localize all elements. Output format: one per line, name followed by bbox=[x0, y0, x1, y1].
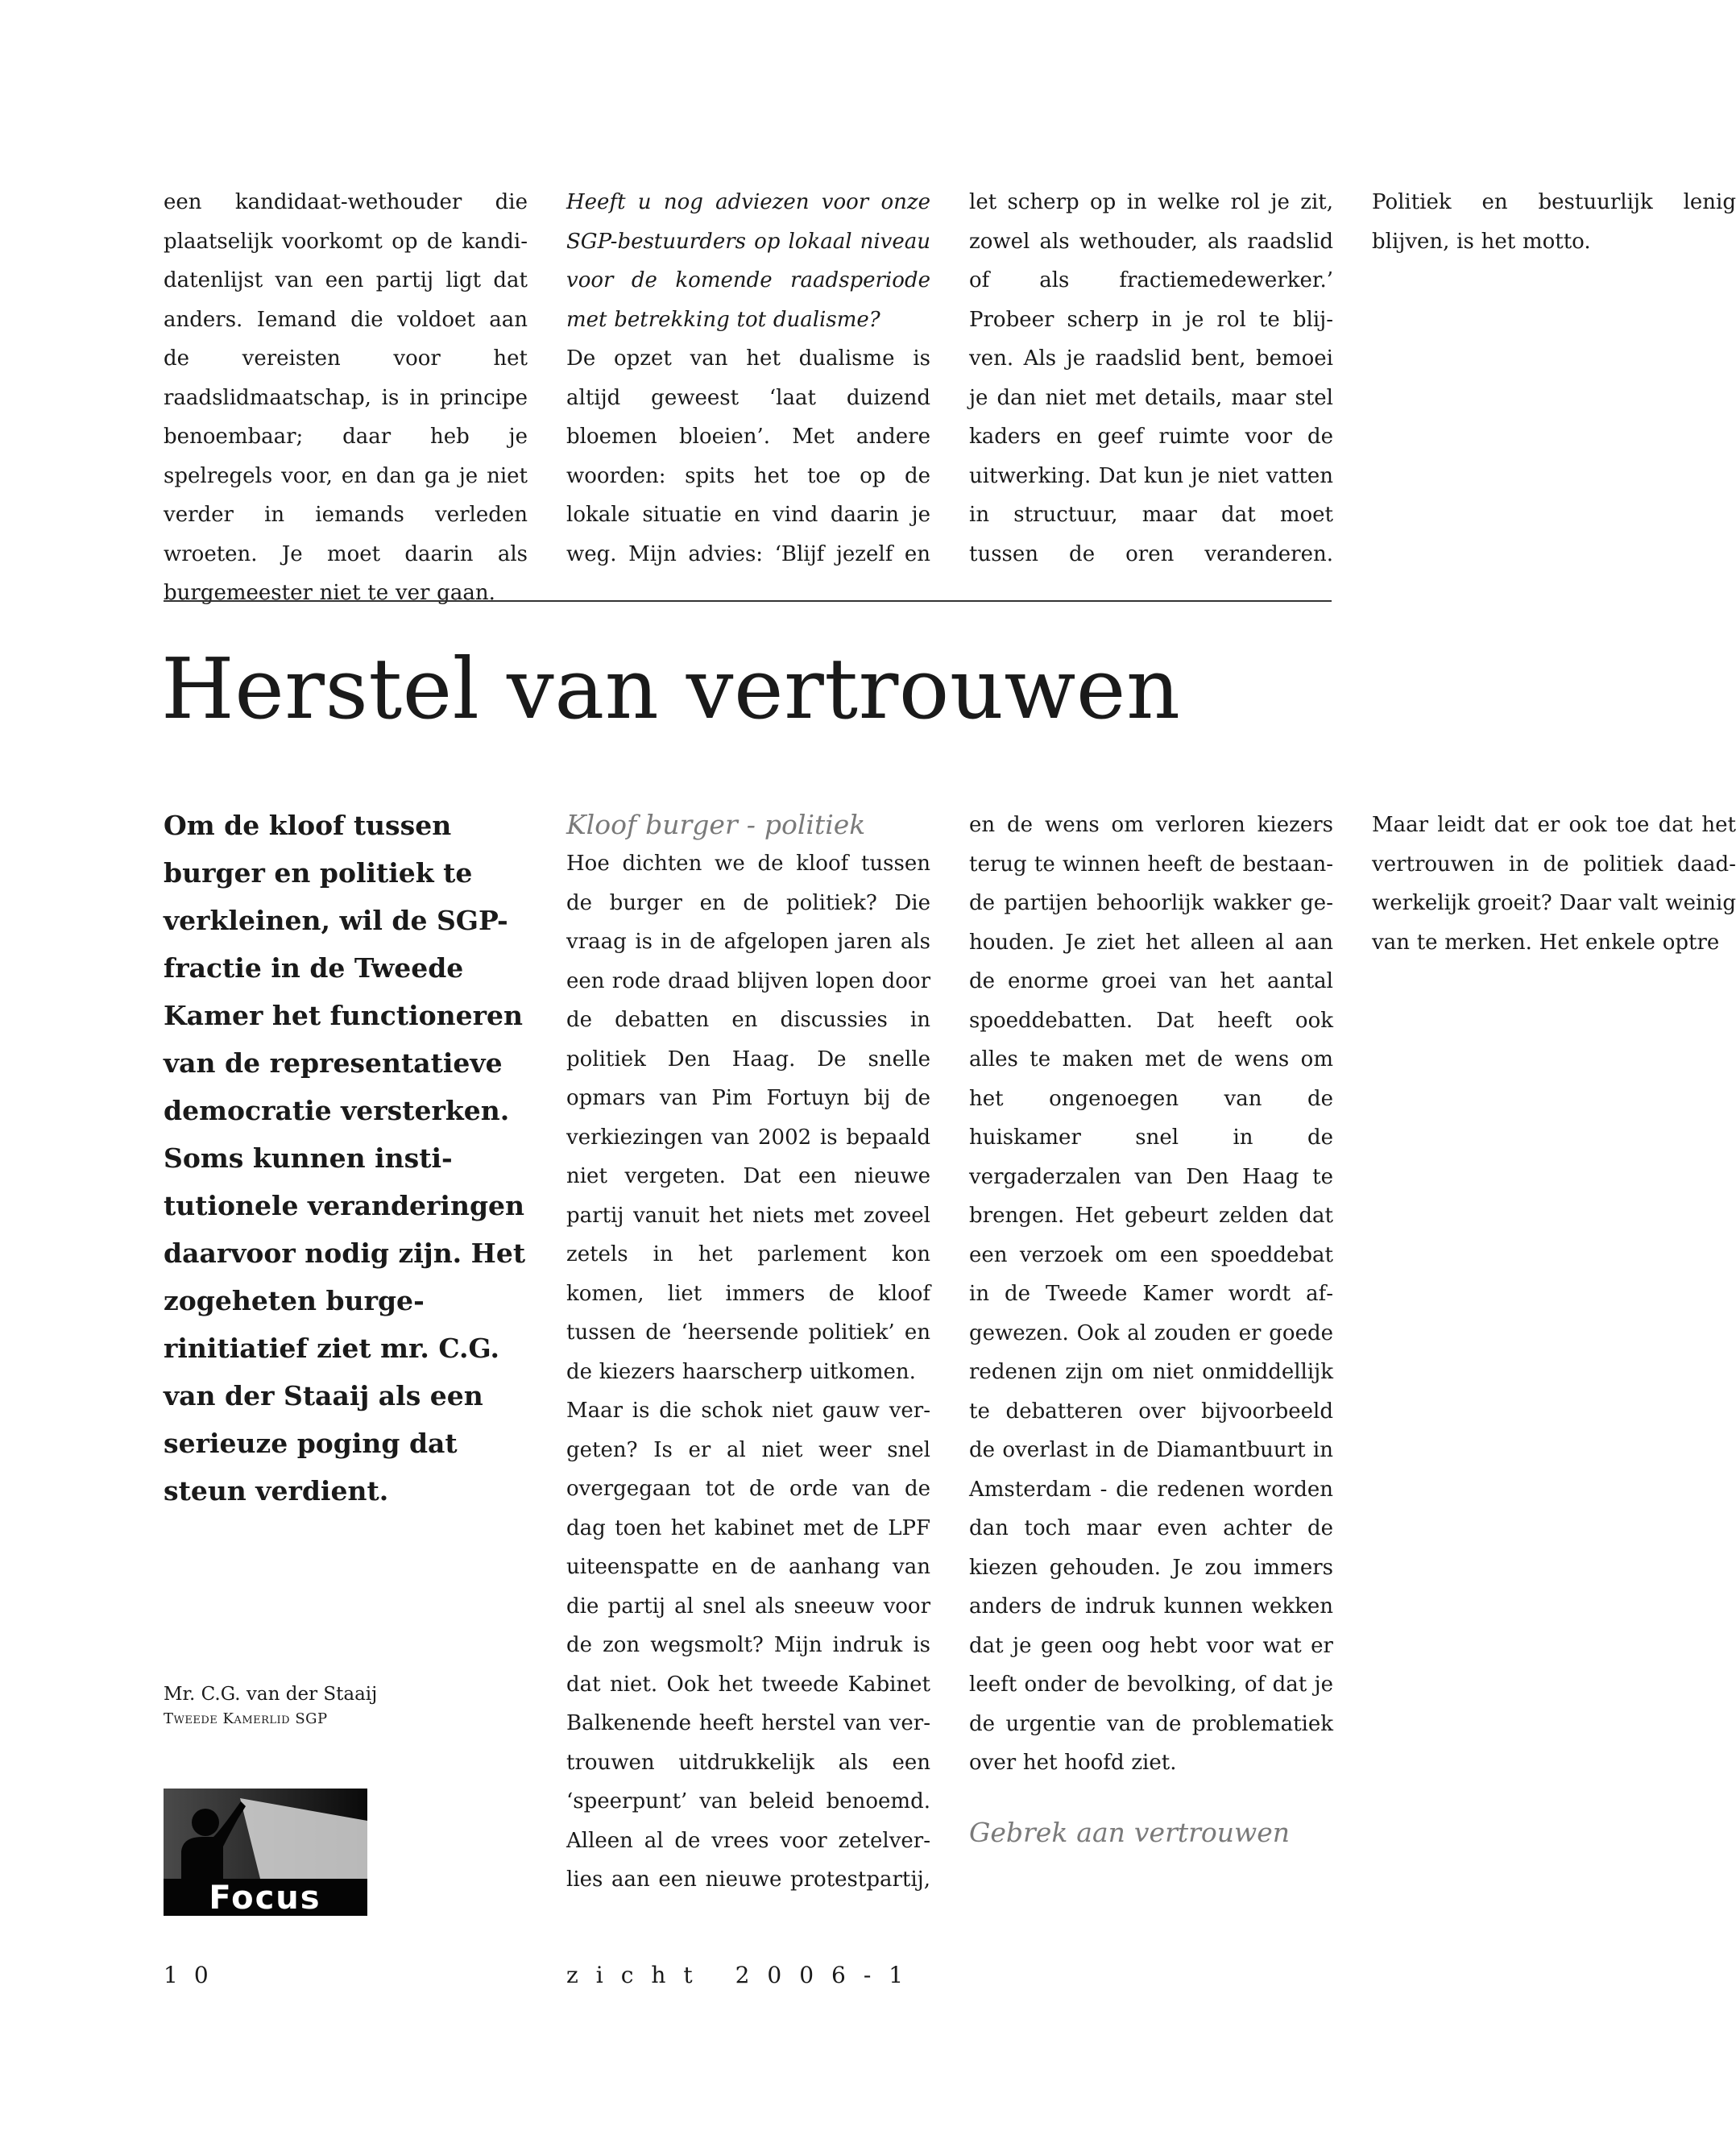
interview-question: Heeft u nog adviezen voor onze SGP-bestuurders op lokaal niveau voor de komende raadsperiode met betrekking tot dualisme? bbox=[566, 190, 930, 332]
page-number: 10 bbox=[164, 1962, 225, 1988]
byline-role: Tweede Kamerlid SGP bbox=[164, 1710, 328, 1727]
article-body-2: Maar is die schok niet gauw vergeten? Is er al niet weer snel overgegaan tot de orde van de dag toen het kabinet met de LPF uiteenspatte en de aanhang van die partij al snel als sneeuw voor de zon wegsmolt? Mijn indruk is dat niet. Ook het tweede Kabinet Balkenende heeft herstel van vertrouwen uitdrukkelijk als een ‘speerpunt’ van beleid benoemd. Alleen al de vrees voor zetelverlies aan een nieuwe protestpartij, en de wens om verloren kiezers terug te winnen heeft de bestaande partijen behoorlijk wakker gehouden. Je ziet het alleen al aan de enorme groei van het aantal spoeddebatten. Dat heeft ook alles te maken met de wens om het ongenoegen van de huiskamer snel in de vergaderzalen van Den Haag te brengen. Het gebeurt zelden dat een verzoek om een spoeddebat in de Tweede Kamer wordt afgewezen. Ook al zouden er goede redenen zijn om niet onmiddellijk te debatteren over bijvoorbeeld de overlast in de Diamantbuurt in Amsterdam - die redenen worden dan toch maar even achter de kiezen gehouden. Je zou immers anders de indruk kunnen wekken dat je geen oog hebt voor wat er leeft onder de bevolking, of dat je de urgentie van de problematiek over het hoofd ziet. bbox=[566, 813, 1333, 1892]
article-body-3: Maar leidt dat er ook toe dat het vertrouwen in de politiek daadwerkelijk groeit? Daar valt weinig van te merken. Het enkele optre bbox=[1372, 813, 1736, 955]
top-column-2 bbox=[566, 183, 1736, 574]
article-headline: Herstel van vertrouwen bbox=[161, 640, 1181, 738]
interview-answer: De opzet van het dualisme is altijd geweest ‘laat duizend bloemen bloeien’. Met andere woorden: spits het toe op de lokale situatie en vind daarin je weg. Mijn advies: ‘Blijf jezelf en let scherp op in welke rol je zit, zowel als wethouder, als raadslid of als fractiemedewerker.’ Probeer scherp in je rol te blijven. Als je raadslid bent, bemoei je dan niet met details, maar stel kaders en geef ruimte voor de uitwerking. Dat kun je niet vatten in structuur, maar dat moet tussen de oren veranderen. Politiek en bestuurlijk lenig blijven, is het motto. bbox=[566, 190, 1736, 566]
top-column-1 bbox=[164, 183, 528, 613]
publication-footer: zicht 2006-1 bbox=[566, 1962, 922, 1988]
article-body-1: Hoe dichten we de kloof tussen de burger en de politiek? Die vraag is in de afgelopen jaren als een rode draad blijven lopen door de debatten en discussies in politiek Den Haag. De snelle opmars van Pim Fortuyn bij de verkiezingen van 2002 is bepaald niet vergeten. Dat een nieuwe partij vanuit het niets met zoveel zetels in het parlement kon komen, liet immers de kloof tussen de ‘heersende politiek’ en de kiezers haarscherp uitkomen. bbox=[566, 852, 930, 1384]
focus-logo bbox=[164, 1789, 367, 1916]
article-column-2 bbox=[566, 806, 1736, 1925]
top-column-1-text: een kandidaat-wethouder die plaatselijk voorkomt op de kandidatenlijst van een partij ligt dat anders. Iemand die voldoet aan de vereisten voor het raadslidmaatschap, is in principe benoembaar; daar heb je spelregels voor, en dan ga je niet verder in iemands verleden wroeten. Je moet daarin als burgemeester niet te ver gaan. bbox=[164, 190, 528, 605]
subhead-gebrek: Gebrek aan vertrouwen bbox=[969, 1816, 1291, 1848]
article-lead: Om de kloof tussen burger en politiek te verkleinen, wil de SGP-fractie in de Tweede Kamer het functioneren van de representatieve democratie versterken. Soms kunnen institutionele veranderingen daarvoor nodig zijn. Het zogeheten burgerinitiatief ziet mr. C.G. van der Staaij als een serieuze poging dat steun verdient. bbox=[164, 810, 526, 1507]
subhead-kloof: Kloof burger - politiek bbox=[566, 809, 866, 840]
section-divider bbox=[164, 600, 1332, 602]
focus-logo-text: Focus bbox=[209, 1880, 321, 1917]
byline-name: Mr. C.G. van der Staaij bbox=[164, 1684, 378, 1705]
